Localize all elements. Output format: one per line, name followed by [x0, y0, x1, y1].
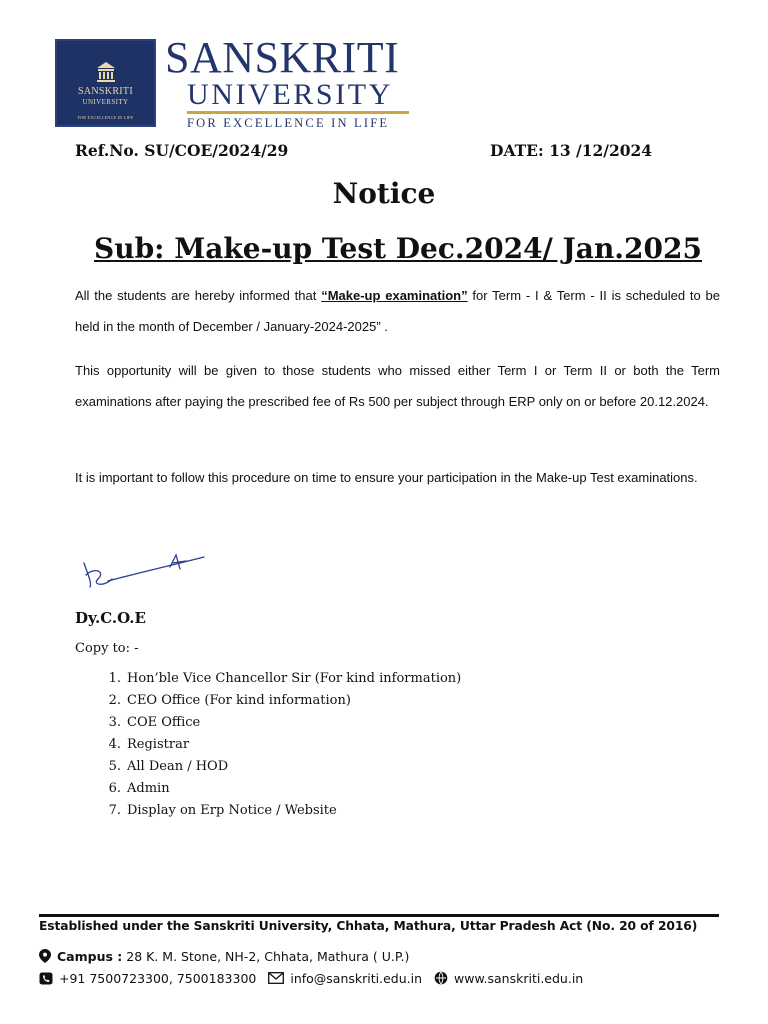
brand-tagline: FOR EXCELLENCE IN LIFE	[187, 116, 390, 130]
copy-to-item	[75, 712, 461, 734]
badge-tagline: FOR EXCELLENCE IN LIFE	[77, 115, 134, 120]
copy-to-item-number: 5.	[108, 759, 121, 774]
copy-to-item-text: Hon’ble Vice Chancellor Sir (For kind information)	[127, 671, 462, 686]
copy-to-item	[75, 690, 461, 712]
contact-line	[39, 971, 583, 988]
copy-to-item-number: 7.	[108, 803, 121, 818]
phone-icon	[39, 972, 53, 988]
paragraph-1	[75, 280, 720, 342]
globe-icon	[434, 971, 448, 988]
copy-to-item-text: Admin	[127, 781, 170, 796]
notice-date: DATE: 13 /12/2024	[490, 141, 653, 160]
campus-label: Campus :	[57, 949, 123, 964]
badge-subtitle: UNIVERSITY	[82, 98, 129, 106]
paragraph-1-end: for Term - I & Term - II is scheduled to be held in the month of December / January-2024-2025” .	[75, 288, 720, 334]
campus-line	[39, 949, 409, 966]
temple-icon	[57, 61, 154, 87]
paragraph-3: It is important to follow this procedure on time to ensure your participation in the Make-up Test examinations.	[75, 470, 698, 485]
website-url[interactable]: www.sanskriti.edu.in	[454, 971, 584, 986]
copy-to-item-number: 6.	[108, 781, 121, 796]
establishment-statement: Established under the Sanskriti University, Chhata, Mathura, Uttar Pradesh Act (No. 20 of 2016)	[39, 919, 698, 933]
brand-subtitle: UNIVERSITY	[187, 78, 393, 111]
copy-to-item-text: COE Office	[127, 715, 201, 730]
copy-to-item-number: 2.	[108, 693, 121, 708]
copy-to-item-text: Registrar	[127, 737, 190, 752]
notice-title: Notice	[332, 177, 436, 210]
copy-to-item	[75, 800, 461, 822]
makeup-exam-highlight: “Make-up examination”	[321, 288, 468, 303]
copy-to-item	[75, 778, 461, 800]
copy-to-list	[75, 668, 461, 822]
copy-to-item	[75, 734, 461, 756]
copy-to-item-number: 3.	[108, 715, 121, 730]
mail-icon	[268, 972, 284, 987]
campus-address: 28 K. M. Stone, NH-2, Chhata, Mathura ( U.P.)	[122, 949, 410, 964]
copy-to-item-number: 1.	[108, 671, 121, 686]
copy-to-item-number: 4.	[108, 737, 121, 752]
reference-number: Ref.No. SU/COE/2024/29	[75, 141, 289, 160]
paragraph-2: This opportunity will be given to those students who missed either Term I or Term II or both the Term examinations after paying the prescribed fee of Rs 500 per subject through ERP only on or before 20.12.2024.	[75, 363, 720, 409]
location-pin-icon	[39, 949, 51, 966]
university-logo-badge	[55, 39, 156, 127]
signature	[78, 545, 208, 595]
copy-to-item	[75, 756, 461, 778]
copy-to-item-text: CEO Office (For kind information)	[127, 693, 351, 708]
designation: Dy.C.O.E	[75, 609, 146, 627]
brand-divider	[187, 111, 409, 114]
copy-to-item	[75, 668, 461, 690]
footer-divider	[39, 914, 719, 917]
copy-to-label: Copy to: -	[75, 641, 139, 656]
phone-numbers: +91 7500723300, 7500183300	[59, 971, 257, 986]
subject-line: Sub: Make-up Test Dec.2024/ Jan.2025	[93, 232, 702, 265]
email-address[interactable]: info@sanskriti.edu.in	[290, 971, 423, 986]
brand-title: SANSKRITI	[165, 33, 400, 82]
copy-to-item-text: All Dean / HOD	[127, 759, 229, 774]
paragraph-1-start: All the students are hereby informed that	[75, 288, 322, 303]
copy-to-item-text: Display on Erp Notice / Website	[127, 803, 337, 818]
badge-name: SANSKRITI	[78, 86, 133, 97]
